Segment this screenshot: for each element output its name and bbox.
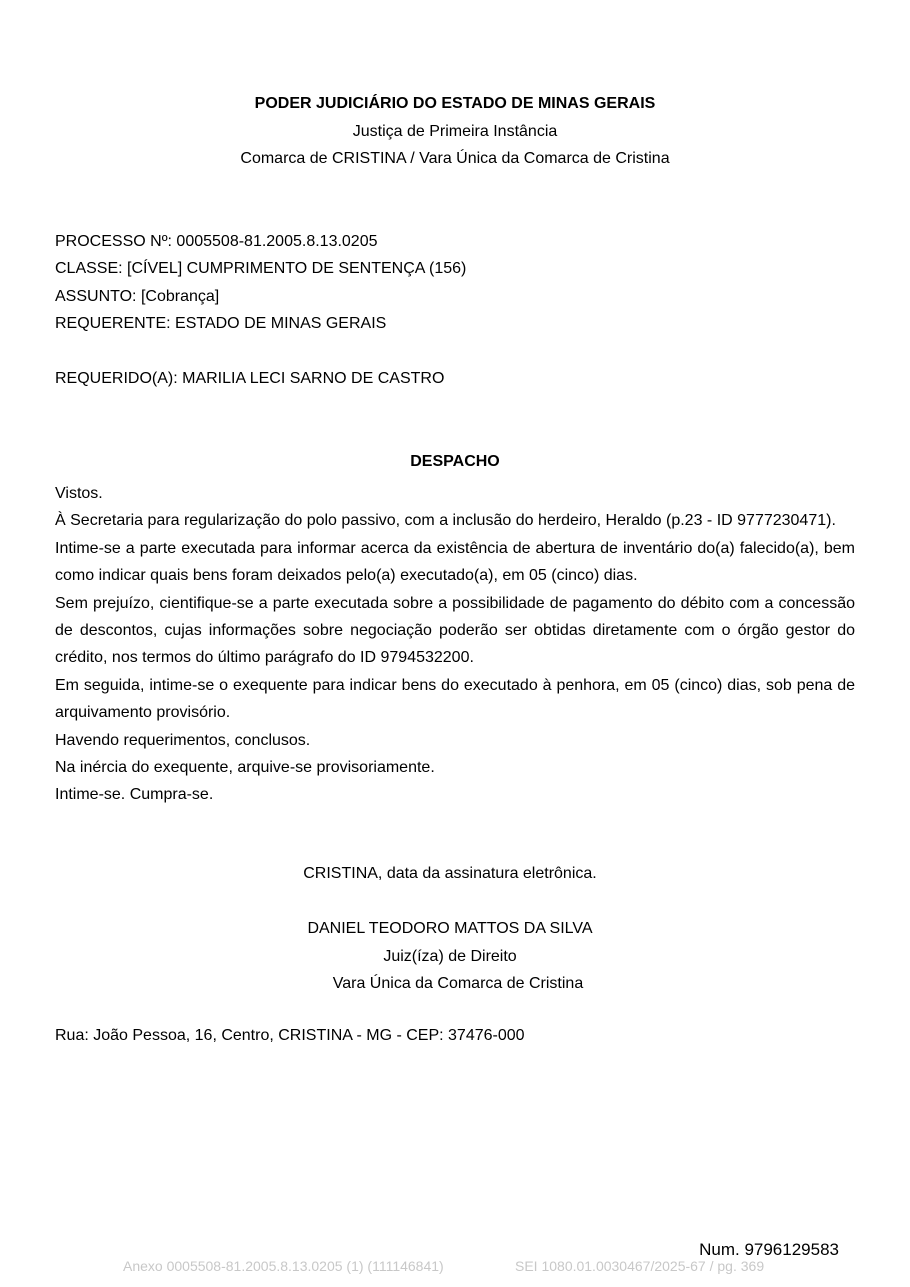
body-paragraph: Havendo requerimentos, conclusos.	[55, 731, 311, 749]
body-paragraph: Vistos.	[55, 485, 103, 502]
court-address: Rua: João Pessoa, 16, Centro, CRISTINA - MG - CEP: 37476-000	[55, 1027, 525, 1044]
judge-court: Vara Única da Comarca de Cristina	[332, 975, 584, 992]
court-header: PODER JUDICIÁRIO DO ESTADO DE MINAS GERAIS	[254, 95, 656, 112]
judge-role: Juiz(íza) de Direito	[383, 948, 517, 965]
assunto-line: ASSUNTO: [Cobrança]	[55, 288, 220, 305]
signature-place-date: CRISTINA, data da assinatura eletrônica.	[303, 865, 597, 882]
footer-sei: SEI 1080.01.0030467/2025-67 / pg. 369	[515, 1258, 765, 1274]
requerido-line: REQUERIDO(A): MARILIA LECI SARNO DE CASTRO	[55, 370, 445, 387]
body-paragraph: Intime-se. Cumpra-se.	[55, 786, 214, 804]
judge-name: DANIEL TEODORO MATTOS DA SILVA	[307, 920, 593, 937]
body-paragraph: Em seguida, intime-se o exequente para indicar bens do executado à penhora, em 05 (cinco) dias, sob pena de arquivamento provisório.	[55, 676, 855, 722]
classe-line: CLASSE: [CÍVEL] CUMPRIMENTO DE SENTENÇA (156)	[55, 260, 467, 277]
requerente-line: REQUERENTE: ESTADO DE MINAS GERAIS	[55, 315, 387, 332]
body-paragraph: Intime-se a parte executada para informar acerca da existência de abertura de inventário do(a) falecido(a), bem como indicar quais bens foram deixados pelo(a) executado(a), em 05 (cinco) dias.	[55, 539, 855, 585]
processo-number: PROCESSO Nº: 0005508-81.2005.8.13.0205	[55, 233, 378, 250]
comarca-line: Comarca de CRISTINA / Vara Única da Comarca de Cristina	[240, 150, 670, 167]
body-paragraph: Sem prejuízo, cientifique-se a parte executada sobre a possibilidade de pagamento do débito com a concessão de descontos, cujas informações sobre negociação poderão ser obtidas diretamente com o órgão gestor do crédito, nos termos do último parágrafo do ID 9794532200.	[55, 594, 855, 667]
despacho-body	[55, 480, 855, 809]
body-paragraph: À Secretaria para regularização do polo passivo, com a inclusão do herdeiro, Heraldo (p.23 - ID 9777230471).	[55, 512, 836, 530]
instance-line: Justiça de Primeira Instância	[352, 123, 558, 140]
document-number: Num. 9796129583	[699, 1240, 839, 1259]
body-paragraph: Na inércia do exequente, arquive-se provisoriamente.	[55, 759, 435, 777]
footer-annex: Anexo 0005508-81.2005.8.13.0205 (1) (111146841)	[123, 1258, 444, 1274]
document-title: DESPACHO	[410, 453, 500, 470]
